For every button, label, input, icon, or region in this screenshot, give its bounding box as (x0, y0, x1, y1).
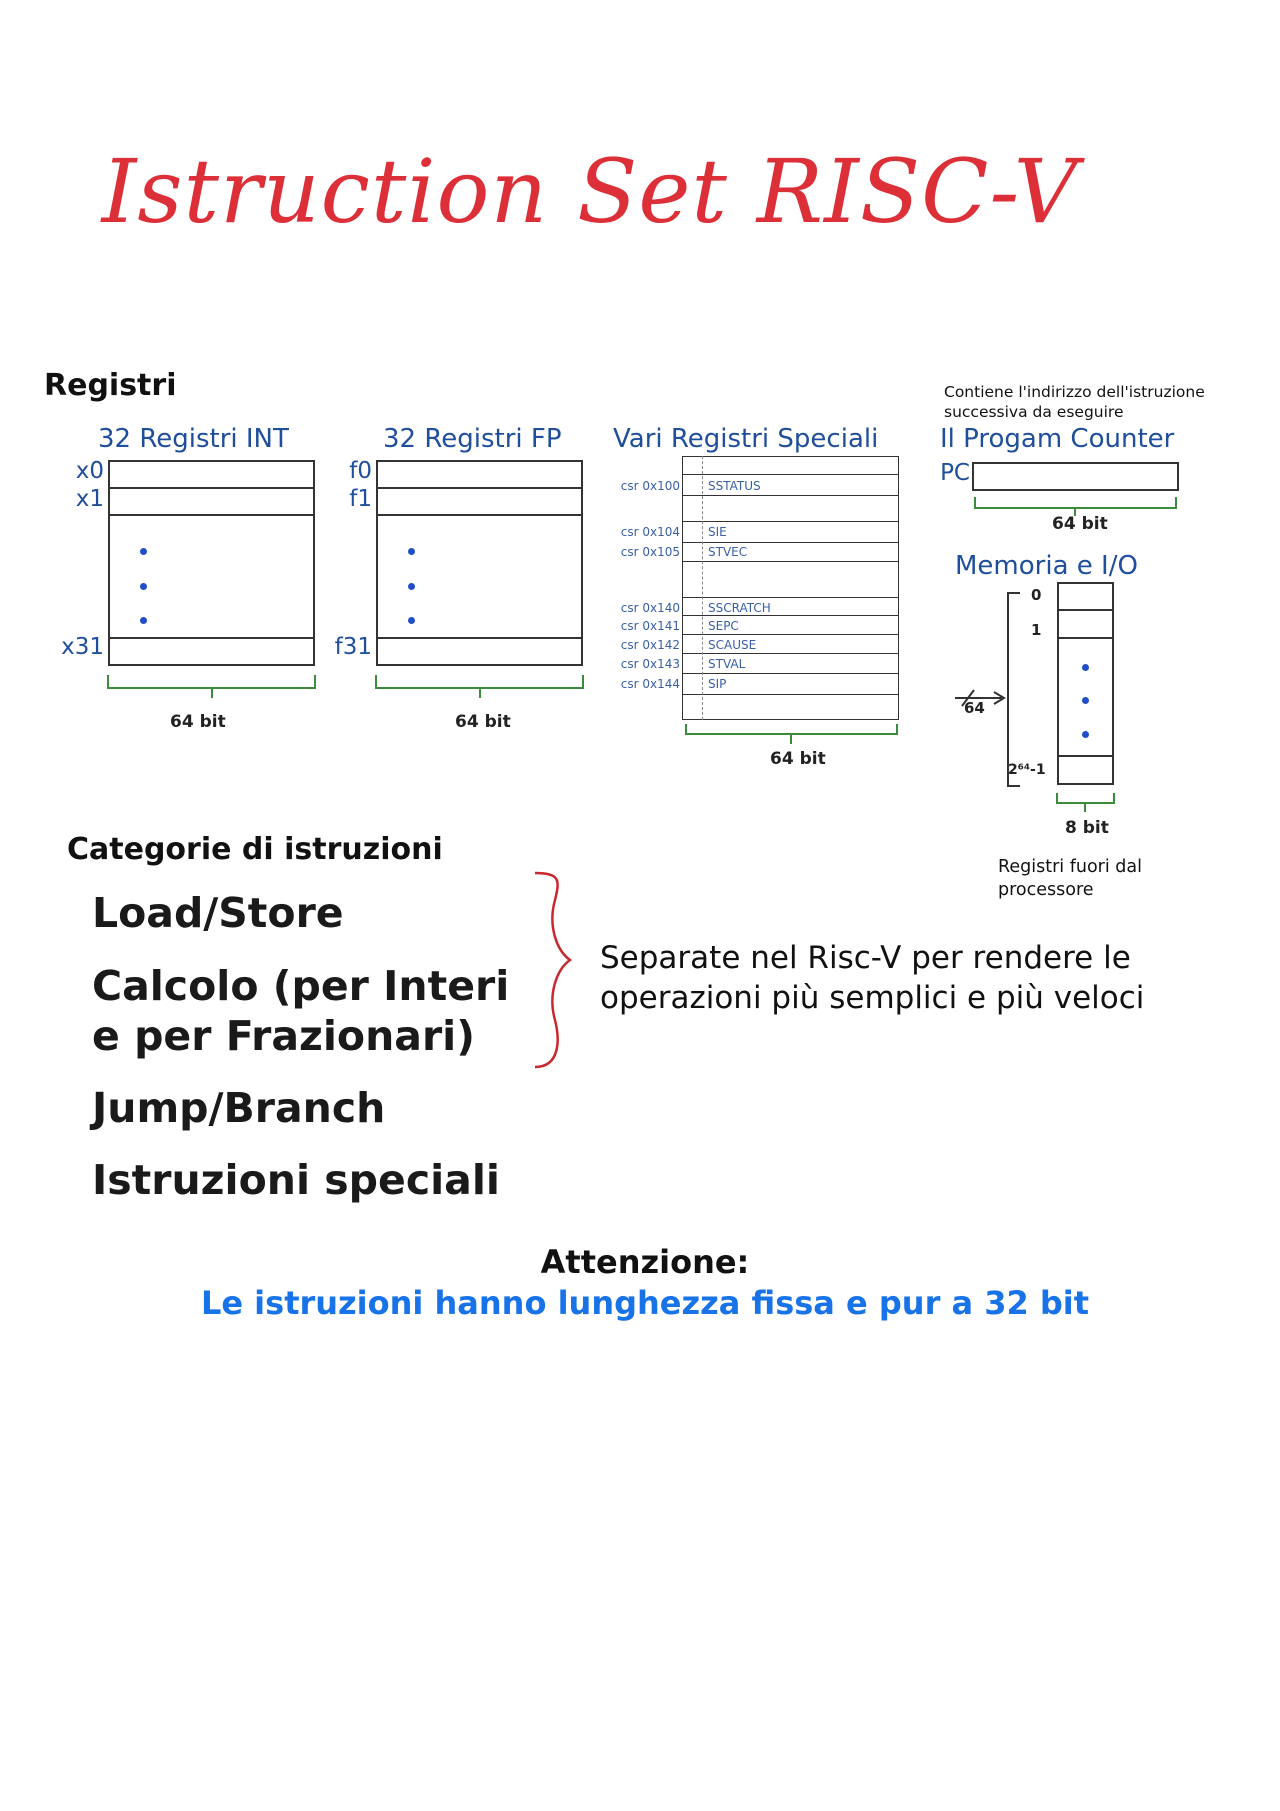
csr-name: SEPC (708, 619, 739, 633)
category-brace (535, 873, 570, 1067)
memory-addr-0: 0 (1031, 586, 1042, 604)
page-title: Istruction Set RISC-V (101, 140, 1079, 243)
csr-address: csr 0x144 (620, 677, 680, 691)
special-block-title: Vari Registri Speciali (613, 424, 879, 454)
int-label-x31: x31 (61, 634, 104, 660)
category-calcolo-line1: Calcolo (per Interi (92, 962, 510, 1010)
registri-heading: Registri (44, 368, 177, 403)
attention-text: Le istruzioni hanno lunghezza fissa e pur a 32 bit (200, 1284, 1090, 1322)
fp-bits-label: 64 bit (455, 712, 511, 732)
special-bracket (686, 724, 897, 744)
fp-bracket (376, 675, 583, 698)
special-bits-label: 64 bit (770, 749, 826, 769)
int-block-title: 32 Registri INT (98, 424, 289, 454)
csr-name: SSCRATCH (708, 601, 771, 615)
attention-heading: Attenzione: (540, 1243, 750, 1281)
int-bits-label: 64 bit (170, 712, 226, 732)
memory-bracket (1057, 793, 1114, 812)
fp-label-f31: f31 (334, 634, 372, 660)
csr-name: SIE (708, 525, 727, 539)
csr-address: csr 0x100 (620, 479, 680, 493)
csr-address: csr 0x142 (620, 638, 680, 652)
memory-addr-1: 1 (1031, 621, 1042, 639)
memory-addr-last: 2⁶⁴-1 (1008, 762, 1046, 778)
int-bracket (108, 675, 315, 698)
pc-bits-label: 64 bit (1052, 514, 1108, 534)
csr-address: csr 0x141 (620, 619, 680, 633)
brace-note-line1: Separate nel Risc-V per rendere le (600, 940, 1131, 976)
memory-bus-arrow (955, 690, 1004, 706)
fp-label-f1: f1 (349, 486, 372, 512)
memory-address-bracket (1008, 593, 1020, 786)
fp-block-title: 32 Registri FP (383, 424, 562, 454)
csr-name: STVEC (708, 545, 748, 559)
pc-bracket (975, 497, 1176, 516)
pc-note: Contiene l'indirizzo dell'istruzione successiva da eseguire (944, 383, 1205, 422)
csr-address: csr 0x105 (620, 545, 680, 559)
csr-address: csr 0x104 (620, 525, 680, 539)
pc-block-title: Il Progam Counter (940, 424, 1175, 454)
csr-name: SSTATUS (708, 479, 761, 493)
memory-bits-label: 8 bit (1065, 818, 1109, 838)
categories-heading: Categorie di istruzioni (67, 832, 443, 867)
csr-address: csr 0x143 (620, 657, 680, 671)
int-label-x1: x1 (75, 486, 104, 512)
brace-note-line2: operazioni più semplici e più veloci (600, 980, 1145, 1016)
int-label-x0: x0 (75, 458, 104, 484)
category-jump-branch: Jump/Branch (92, 1084, 386, 1132)
memory-bus-width: 64 (964, 699, 985, 717)
csr-name: STVAL (708, 657, 746, 671)
pc-label: PC (940, 460, 970, 486)
category-istruzioni-speciali: Istruzioni speciali (92, 1156, 500, 1204)
memory-note: Registri fuori dal processore (998, 857, 1142, 900)
memory-block-title: Memoria e I/O (955, 551, 1138, 581)
category-load-store: Load/Store (92, 889, 344, 937)
category-calcolo-line2: e per Frazionari) (92, 1012, 475, 1060)
fp-label-f0: f0 (349, 458, 372, 484)
csr-address: csr 0x140 (620, 601, 680, 615)
csr-name: SIP (708, 677, 727, 691)
csr-name: SCAUSE (708, 638, 757, 652)
